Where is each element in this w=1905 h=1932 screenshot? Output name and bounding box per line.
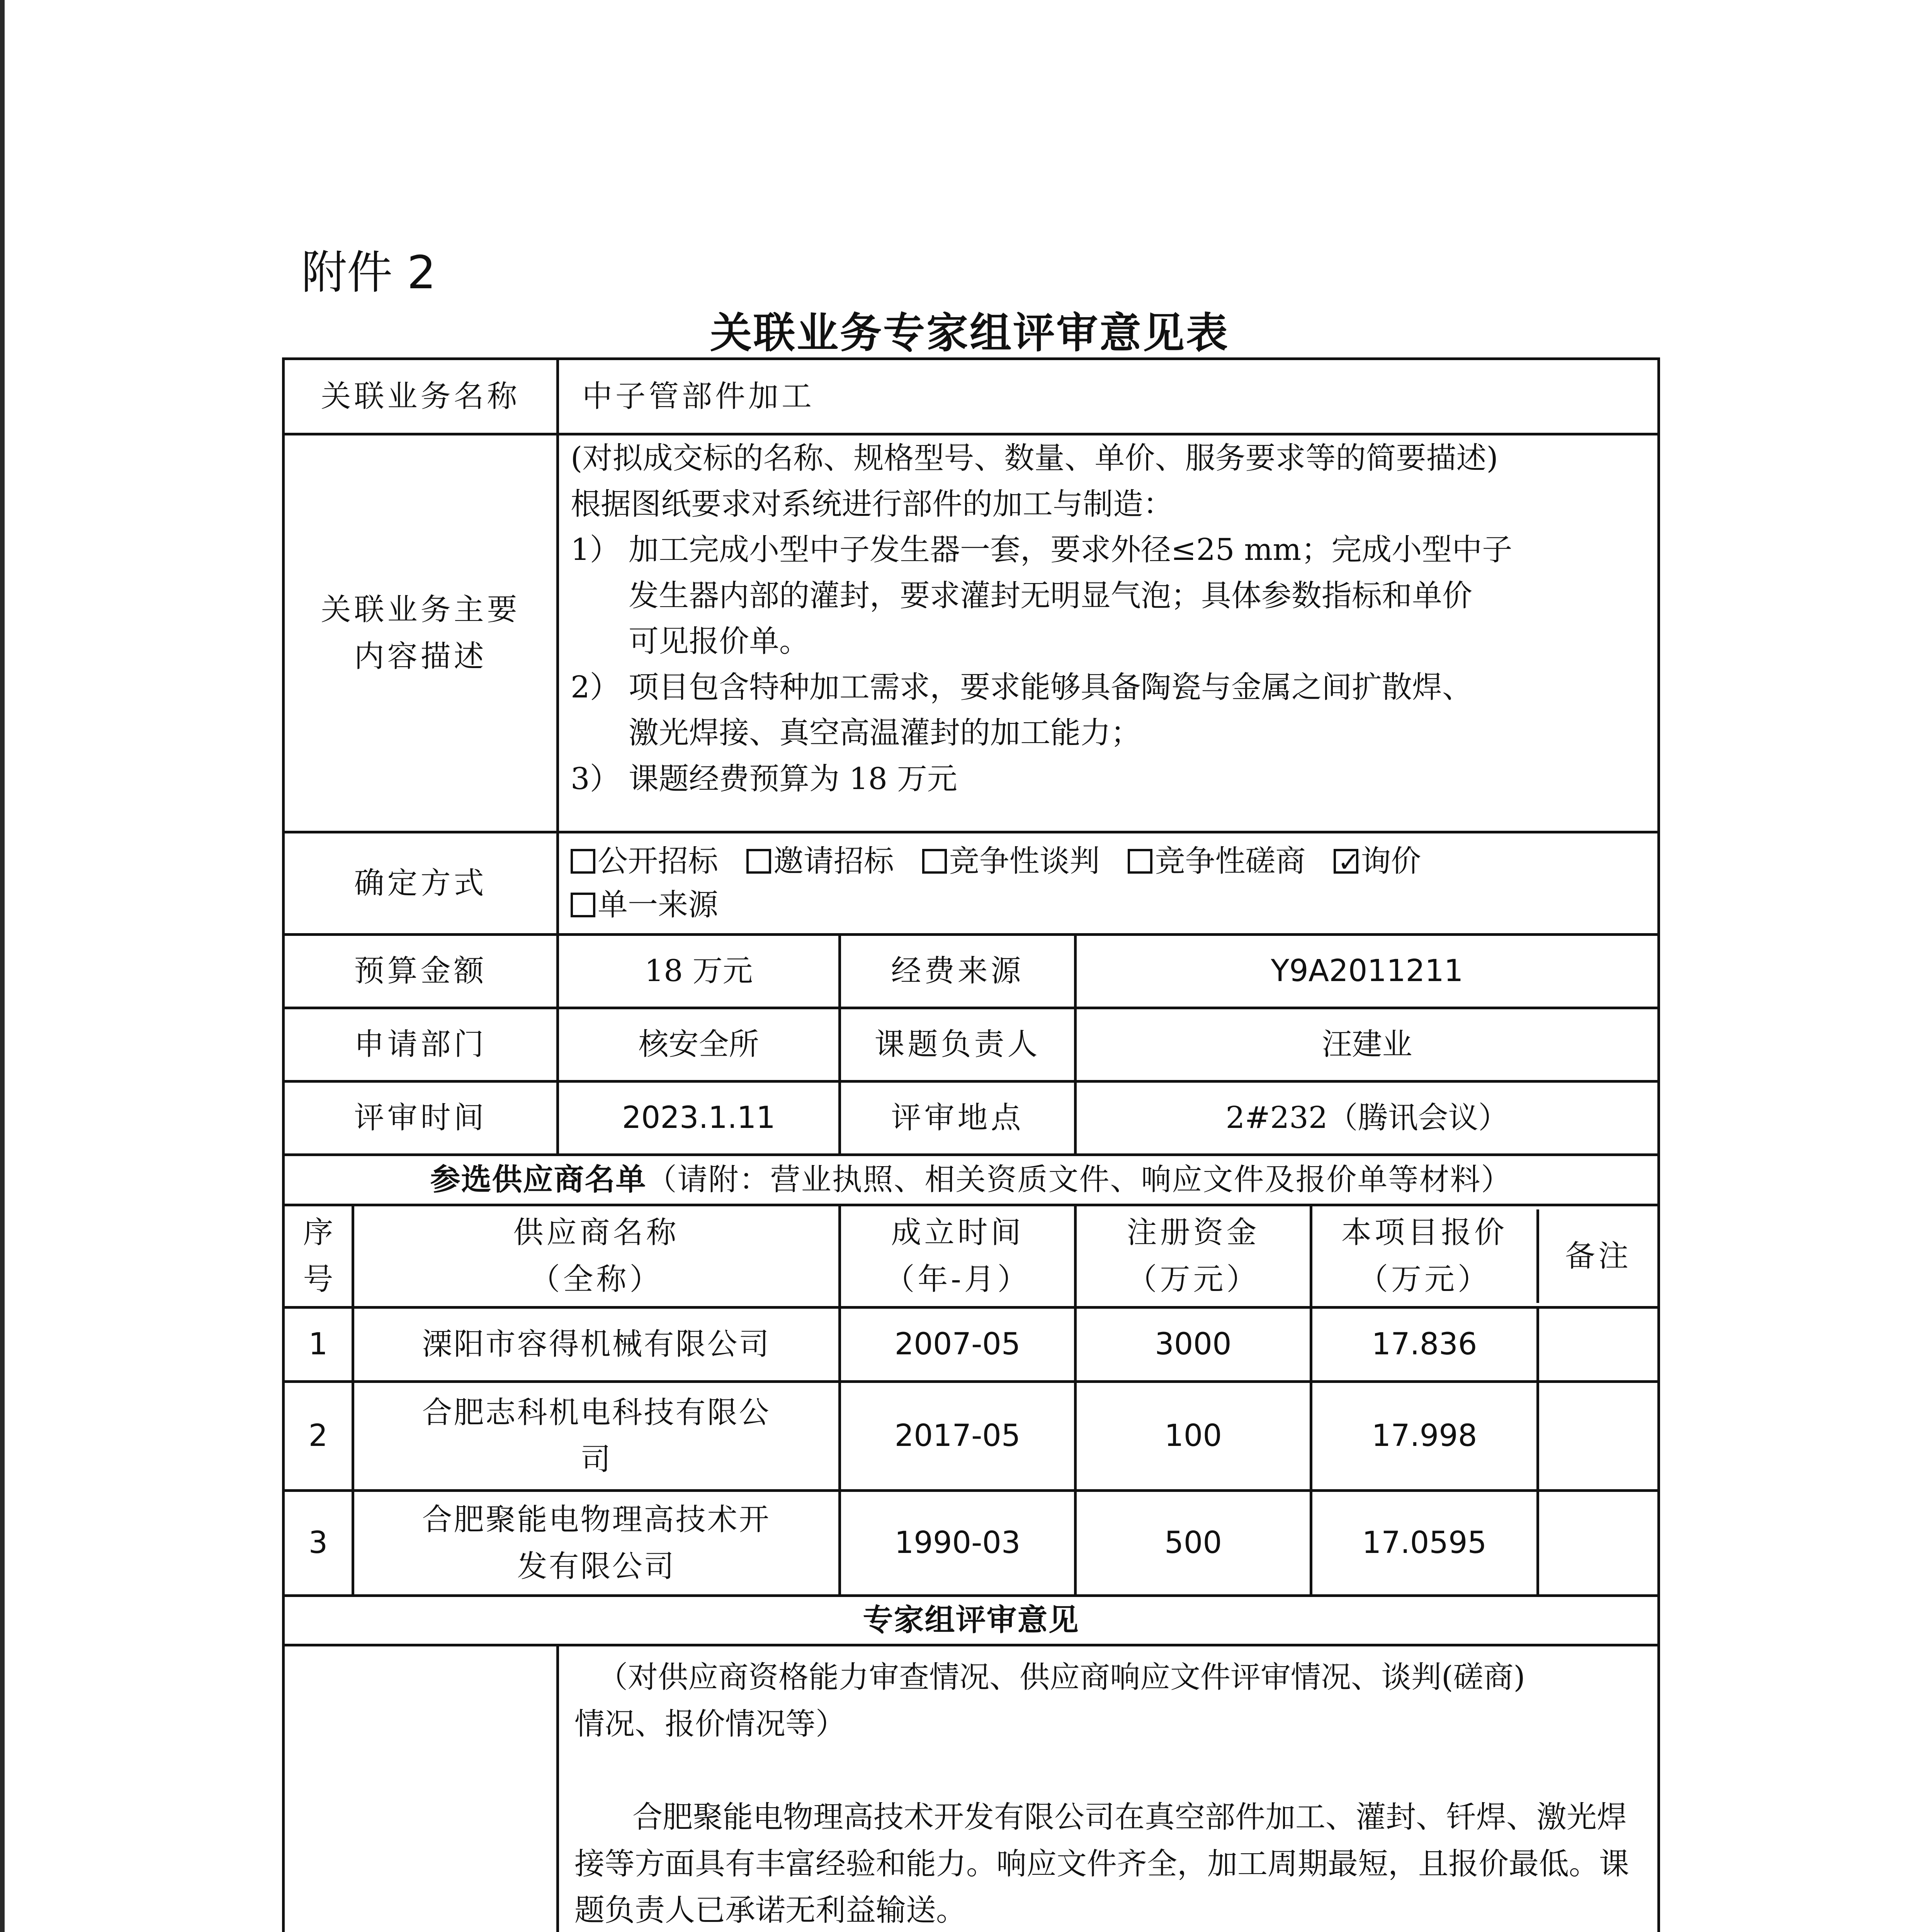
supplier-remark xyxy=(1539,1309,1657,1380)
supplier-quote-remark xyxy=(1311,1308,1659,1382)
supplier-capital: 500 xyxy=(1076,1491,1311,1596)
item-number: 1） xyxy=(571,532,620,568)
supplier-quote: 17.998 xyxy=(1312,1383,1539,1489)
checkbox[interactable] xyxy=(922,849,947,874)
supplier-name-line: 发有限公司 xyxy=(517,1549,676,1584)
header-line: 号 xyxy=(303,1262,333,1297)
opinion-section-row xyxy=(284,1596,1659,1645)
supplier-name-line: 司 xyxy=(580,1442,612,1477)
supplier-name-line: 溧阳市容得机械有限公司 xyxy=(422,1327,771,1362)
description-item-1-cont: 可见报价单。 xyxy=(629,624,810,659)
attachment-label: 附件 2 xyxy=(301,246,436,299)
supplier-capital: 3000 xyxy=(1076,1308,1311,1382)
option-inquiry[interactable] xyxy=(1334,840,1421,883)
department-value: 核安全所 xyxy=(558,1008,840,1082)
header-line: 供应商名称 xyxy=(513,1215,680,1250)
option-label: 竞争性谈判 xyxy=(949,844,1100,879)
description-intro: 根据图纸要求对系统进行部件的加工与制造： xyxy=(571,486,1174,522)
table-row xyxy=(284,1382,1659,1491)
option-competitive-negotiation[interactable] xyxy=(922,840,1100,883)
funding-source-value: Y9A2011211 xyxy=(1076,935,1659,1008)
review-place-value: 2#232（腾讯会议） xyxy=(1076,1082,1659,1155)
supplier-seq: 2 xyxy=(284,1382,353,1491)
option-competitive-consultation[interactable] xyxy=(1128,840,1305,883)
option-label: 单一来源 xyxy=(598,888,719,922)
item-text: 课题经费预算为 18 万元 xyxy=(629,761,957,796)
supplier-founded: 2017-05 xyxy=(840,1382,1076,1491)
col-header-founded xyxy=(840,1205,1076,1308)
business-name-row xyxy=(284,359,1659,434)
suppliers-section-title: 参选供应商名单 xyxy=(430,1162,647,1197)
option-invited-tender[interactable] xyxy=(746,840,894,883)
item-number: 3） xyxy=(571,761,620,796)
opinion-text: 合肥聚能电物理高技术开发有限公司在真空部件加工、灌封、钎焊、激光焊接等方面具有丰富经验和能力。响应文件齐全，加工周期最短，且报价最低。课题负责人已承诺无利益输送。 xyxy=(574,1799,1630,1928)
header-line: （全称） xyxy=(530,1262,663,1297)
document-title: 关联业务专家组评审意见表 xyxy=(710,309,1229,357)
description-label xyxy=(284,434,558,832)
supplier-quote: 17.0595 xyxy=(1312,1492,1539,1594)
budget-label: 预算金额 xyxy=(284,935,558,1008)
budget-value: 18 万元 xyxy=(558,935,840,1008)
col-header-capital xyxy=(1076,1205,1311,1308)
business-name-label: 关联业务名称 xyxy=(284,359,558,434)
review-time-row xyxy=(284,1082,1659,1155)
funding-source-label: 经费来源 xyxy=(840,935,1076,1008)
business-name-value: 中子管部件加工 xyxy=(558,359,1659,434)
checkbox[interactable] xyxy=(571,849,595,874)
header-line: 本项目报价 xyxy=(1341,1215,1508,1250)
suppliers-section-header xyxy=(284,1155,1659,1205)
opinion-instruction-line1: （对供应商资格能力审查情况、供应商响应文件评审情况、谈判(磋商) xyxy=(598,1660,1525,1695)
option-label: 竞争性磋商 xyxy=(1155,844,1306,879)
option-label: 询价 xyxy=(1361,844,1421,879)
col-header-name xyxy=(353,1205,840,1308)
method-options xyxy=(558,832,1659,935)
header-line: （万元） xyxy=(1127,1262,1260,1297)
suppliers-section-note: （请附：营业执照、相关资质文件、响应文件及报价单等材料） xyxy=(646,1162,1512,1197)
option-single-source[interactable] xyxy=(571,883,718,927)
header-line: 序 xyxy=(303,1215,333,1250)
method-row xyxy=(284,832,1659,935)
description-item-1 xyxy=(571,527,1646,573)
description-item-3 xyxy=(571,756,1646,802)
leader-value: 汪建业 xyxy=(1076,1008,1659,1082)
leader-label: 课题负责人 xyxy=(840,1008,1076,1082)
header-line: （万元） xyxy=(1358,1262,1491,1297)
checked-checkbox[interactable] xyxy=(1334,849,1358,874)
item-number: 2） xyxy=(571,670,620,705)
item-text: 项目包含特种加工需求，要求能够具备陶瓷与金属之间扩散焊、 xyxy=(629,670,1473,705)
header-line: （年-月） xyxy=(884,1262,1031,1297)
col-header-quote-remark xyxy=(1311,1205,1659,1308)
description-instruction: (对拟成交标的名称、规格型号、数量、单价、服务要求等的简要描述) xyxy=(571,441,1498,476)
col-header-remark: 备注 xyxy=(1565,1238,1632,1274)
supplier-name xyxy=(353,1491,840,1596)
supplier-founded: 2007-05 xyxy=(840,1308,1076,1382)
supplier-seq: 1 xyxy=(284,1308,353,1382)
checkbox[interactable] xyxy=(1128,849,1152,874)
supplier-quote-remark xyxy=(1311,1491,1659,1596)
opinion-row xyxy=(284,1645,1659,1932)
opinion-content xyxy=(558,1645,1659,1932)
budget-row xyxy=(284,935,1659,1008)
checkbox[interactable] xyxy=(746,849,771,874)
supplier-name xyxy=(353,1382,840,1491)
description-row xyxy=(284,434,1659,832)
opinion-instruction-line2: 情况、报价情况等） xyxy=(574,1706,846,1742)
supplier-remark xyxy=(1539,1383,1657,1489)
item-text: 加工完成小型中子发生器一套，要求外径≤25 mm；完成小型中子 xyxy=(629,532,1512,568)
opinion-label xyxy=(284,1645,558,1932)
method-label: 确定方式 xyxy=(284,832,558,935)
supplier-header-row xyxy=(284,1205,1659,1308)
department-row xyxy=(284,1008,1659,1082)
option-open-tender[interactable] xyxy=(571,840,718,883)
supplier-quote-remark xyxy=(1311,1382,1659,1491)
table-row xyxy=(284,1308,1659,1382)
supplier-quote: 17.836 xyxy=(1312,1309,1539,1380)
checkbox[interactable] xyxy=(571,893,595,917)
scan-edge xyxy=(0,0,5,1932)
supplier-name-line: 合肥志科机电科技有限公 xyxy=(422,1395,771,1430)
description-content xyxy=(558,434,1659,832)
supplier-seq: 3 xyxy=(284,1491,353,1596)
opinion-section-title: 专家组评审意见 xyxy=(284,1596,1659,1645)
option-label: 公开招标 xyxy=(598,844,719,879)
table-row xyxy=(284,1491,1659,1596)
supplier-founded: 1990-03 xyxy=(840,1491,1076,1596)
review-form-table xyxy=(282,357,1660,1932)
header-line: 成立时间 xyxy=(891,1215,1024,1250)
supplier-capital: 100 xyxy=(1076,1382,1311,1491)
supplier-name-line: 合肥聚能电物理高技术开 xyxy=(422,1502,771,1537)
description-label-line1: 关联业务主要 xyxy=(321,592,520,627)
review-time-value: 2023.1.11 xyxy=(558,1082,840,1155)
description-item-2 xyxy=(571,665,1646,711)
supplier-remark xyxy=(1539,1492,1657,1594)
suppliers-section-row xyxy=(284,1155,1659,1205)
review-time-label: 评审时间 xyxy=(284,1082,558,1155)
review-place-label: 评审地点 xyxy=(840,1082,1076,1155)
col-header-quote xyxy=(1312,1209,1539,1303)
header-line: 注册资金 xyxy=(1127,1215,1260,1250)
option-label: 邀请招标 xyxy=(773,844,894,879)
description-item-2-cont: 激光焊接、真空高温灌封的加工能力； xyxy=(629,716,1141,751)
supplier-name xyxy=(353,1308,840,1382)
description-label-line2: 内容描述 xyxy=(354,639,487,674)
department-label: 申请部门 xyxy=(284,1008,558,1082)
description-item-1-cont: 发生器内部的灌封，要求灌封无明显气泡；具体参数指标和单价 xyxy=(629,578,1473,613)
col-header-seq xyxy=(284,1205,353,1308)
